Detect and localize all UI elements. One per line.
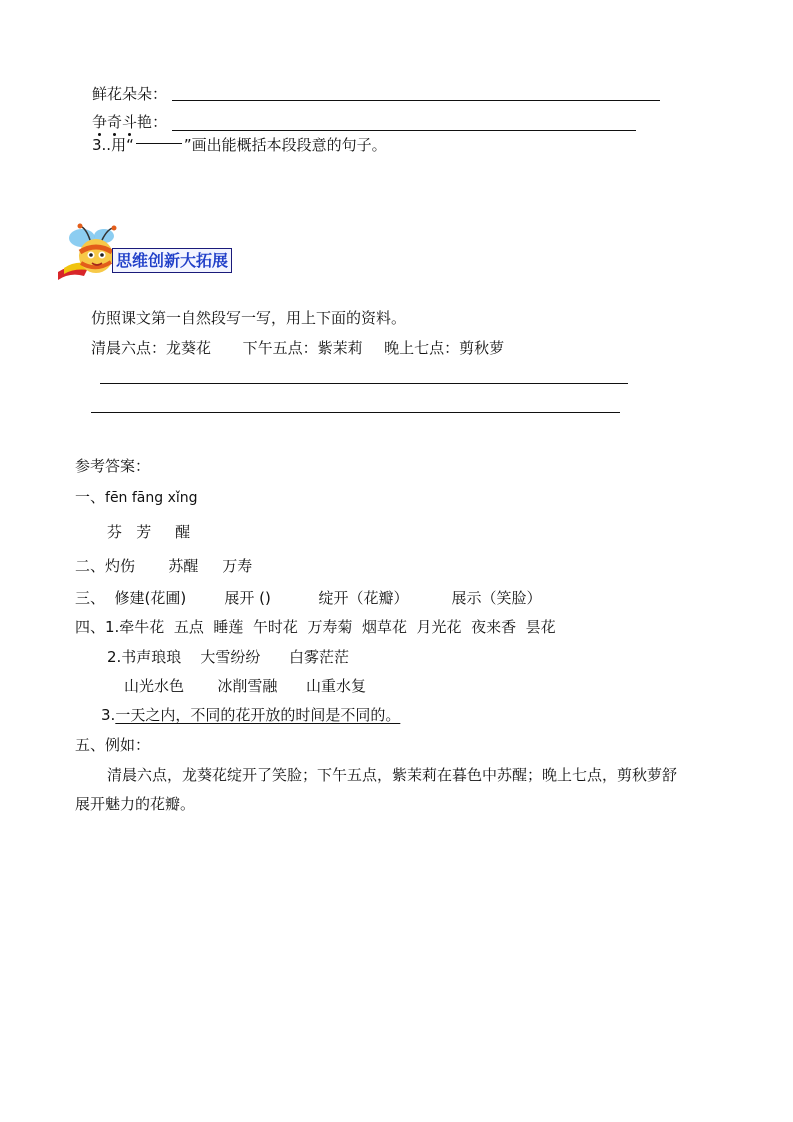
answer-5-heading: 五、例如： xyxy=(75,736,151,754)
answer-5-line-1: 清晨六点，龙葵花绽开了笑脸；下午五点，紫茉莉在暮色中苏醒；晚上七点，剪秋萝舒 xyxy=(107,766,678,784)
question-3: 3..用“ ”画出能概括本段段意的句子。 xyxy=(92,136,387,154)
answer-2: 二、灼伤 苏醒 万寿 xyxy=(75,557,253,575)
line-label-zhengqi xyxy=(92,113,167,131)
answer-1-chars: 芬 芳 醒 xyxy=(107,523,191,541)
material-1: 清晨六点：龙葵花 xyxy=(91,339,212,357)
answer-4-3: 3.一天之内，不同的花开放的时间是不同的。 xyxy=(101,706,401,724)
answer-1-pinyin: 一、fēn fāng xǐng xyxy=(75,488,198,506)
zhengqi-text xyxy=(92,113,167,131)
label-char: ： xyxy=(152,113,168,131)
writing-line-2[interactable] xyxy=(91,412,620,413)
answers-heading: 参考答案： xyxy=(75,457,151,475)
emphasis-char: 奇 xyxy=(107,113,123,131)
emphasis-char: 争 xyxy=(92,113,108,131)
section-banner-title: 思维创新大拓展 xyxy=(112,248,232,273)
emphasis-char: 斗 xyxy=(122,113,138,131)
answer-4-3-sentence: 一天之内，不同的花开放的时间是不同的。 xyxy=(115,706,401,724)
blank-underline xyxy=(136,143,182,144)
material-3: 晚上七点：剪秋萝 xyxy=(384,339,505,357)
answer-4-1: 四、1.牵牛花 五点 睡莲 午时花 万寿菊 烟草花 月光花 夜来香 昙花 xyxy=(75,618,556,636)
line-label-xianhua: 鲜花朵朵： xyxy=(92,85,168,103)
mascot-bee-icon xyxy=(54,222,118,286)
creative-materials xyxy=(91,339,504,357)
answer-line-1[interactable] xyxy=(172,100,660,101)
answer-4-2b: 山光水色 冰削雪融 山重水复 xyxy=(124,677,366,695)
answer-3: 三、 修建(花圃) 展开 () 绽开（花瓣） 展示（笑脸） xyxy=(75,589,542,607)
writing-line-1[interactable] xyxy=(100,383,628,384)
creative-instruction: 仿照课文第一自然段写一写，用上下面的资料。 xyxy=(91,309,407,327)
answer-5-line-2: 展开魅力的花瓣。 xyxy=(75,795,196,813)
answer-4-2a: 2.书声琅琅 大雪纷纷 白雾茫茫 xyxy=(107,648,349,666)
label-char: 艳 xyxy=(137,113,153,131)
answer-line-2[interactable] xyxy=(172,130,636,131)
material-2: 下午五点：紫茉莉 xyxy=(242,339,363,357)
